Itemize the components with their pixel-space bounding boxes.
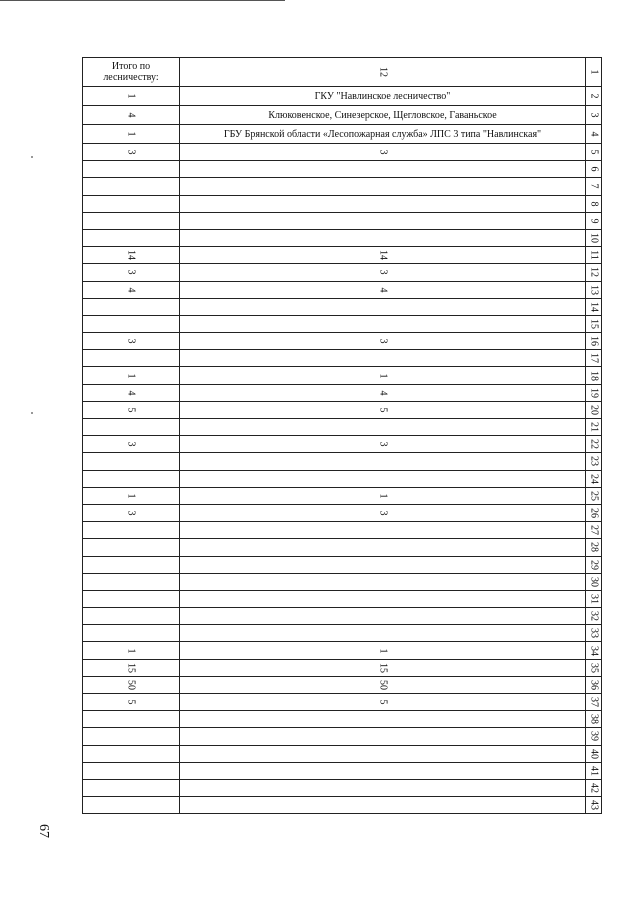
- row-total: 14: [125, 250, 137, 261]
- row-total: 1: [125, 373, 137, 379]
- row-index: 12: [588, 267, 599, 278]
- table-row: [83, 281, 602, 298]
- row-index: 8: [588, 201, 599, 207]
- row-index: 42: [588, 783, 599, 794]
- row-value: 3: [377, 510, 388, 516]
- table-row: [83, 298, 602, 315]
- row-index: 9: [588, 218, 599, 224]
- table-row: [83, 694, 602, 711]
- row-index: 10: [588, 233, 599, 244]
- row-index: 23: [588, 456, 599, 467]
- table-row: [83, 229, 602, 246]
- row-index: 28: [588, 542, 599, 553]
- row-index: 5: [588, 149, 599, 155]
- row-index: 27: [588, 525, 599, 536]
- row-value: 14: [377, 250, 388, 261]
- column-number-cell: [180, 58, 586, 87]
- table-row: [83, 487, 602, 504]
- table-row: [83, 436, 602, 453]
- row-index: 31: [588, 593, 599, 604]
- row-total: 15: [125, 662, 137, 673]
- table-row: [83, 470, 602, 487]
- table-row: [83, 333, 602, 350]
- row-index: 32: [588, 611, 599, 622]
- table-row: [83, 711, 602, 728]
- table-row: [83, 797, 602, 814]
- row-index: 2: [588, 93, 599, 99]
- row-index: 13: [588, 284, 599, 295]
- top-rule: [0, 0, 285, 1]
- row-total: 3: [125, 441, 137, 447]
- row-index: 33: [588, 628, 599, 639]
- row-index: 25: [588, 490, 599, 501]
- row-value: 4: [377, 390, 388, 396]
- row-index: 3: [588, 112, 599, 118]
- row-number-cell: [586, 58, 602, 87]
- row-total: 1: [125, 131, 137, 137]
- row-total: 50: [125, 679, 137, 690]
- page-number: 67: [36, 824, 51, 838]
- table-row: [83, 728, 602, 745]
- data-table: [82, 57, 602, 814]
- total-label: Итого по лесничеству:: [83, 58, 180, 87]
- table-row: [83, 144, 602, 161]
- table-row: [83, 608, 602, 625]
- scan-mark: [31, 156, 33, 158]
- row-number: 1: [588, 69, 599, 75]
- table-row: [83, 178, 602, 195]
- row-value: 50: [377, 679, 388, 690]
- row-index: 40: [588, 748, 599, 759]
- row-index: 15: [588, 318, 599, 329]
- row-total: 5: [125, 699, 137, 705]
- row-index: 4: [588, 131, 599, 137]
- row-value: 5: [377, 699, 388, 705]
- row-index: 39: [588, 731, 599, 742]
- row-index: 22: [588, 439, 599, 450]
- table-row: [83, 161, 602, 178]
- row-index: 41: [588, 765, 599, 776]
- row-index: 7: [588, 183, 599, 189]
- table-row: [83, 590, 602, 607]
- row-index: 11: [588, 250, 599, 261]
- row-index: 18: [588, 370, 599, 381]
- table-row: [83, 573, 602, 590]
- row-index: 14: [588, 301, 599, 312]
- row-index: 20: [588, 404, 599, 415]
- row-value: 5: [377, 407, 388, 413]
- table-row: [83, 659, 602, 676]
- row-total: 3: [125, 149, 137, 155]
- table-row: [83, 247, 602, 264]
- row-value: 4: [377, 287, 388, 293]
- table-row: [83, 401, 602, 418]
- row-index: 34: [588, 645, 599, 656]
- row-index: 17: [588, 353, 599, 364]
- row-index: 21: [588, 422, 599, 433]
- table-row: [83, 779, 602, 796]
- row-total: 4: [125, 390, 137, 396]
- table-row: [83, 195, 602, 212]
- row-total: 3: [125, 269, 137, 275]
- table-row: [83, 315, 602, 332]
- column-number: 12: [377, 67, 388, 77]
- table-row: [83, 350, 602, 367]
- table-row: [83, 522, 602, 539]
- scan-mark: [31, 412, 33, 414]
- row-value: 1: [377, 648, 388, 654]
- row-value: 1: [377, 373, 388, 379]
- table-row: [83, 642, 602, 659]
- row-total: 1: [125, 93, 137, 99]
- table-row: [83, 212, 602, 229]
- row-index: 30: [588, 576, 599, 587]
- row-value: 3: [377, 269, 388, 275]
- row-index: 36: [588, 679, 599, 690]
- row-value: 3: [377, 441, 388, 447]
- row-index: 24: [588, 473, 599, 484]
- row-index: 16: [588, 336, 599, 347]
- row-index: 37: [588, 697, 599, 708]
- row-value: 1: [377, 493, 388, 499]
- row-total: 1: [125, 493, 137, 499]
- table-row: [83, 762, 602, 779]
- row-index: 6: [588, 166, 599, 172]
- table-row: [83, 419, 602, 436]
- row-value: 15: [377, 662, 388, 673]
- table-body: [83, 58, 602, 814]
- table-row: [83, 367, 602, 384]
- row-index: 35: [588, 662, 599, 673]
- table-row: [83, 384, 602, 401]
- row-index: 26: [588, 508, 599, 519]
- table-row: [83, 676, 602, 693]
- row-text: Клюковенское, Синезерское, Щегловское, Гаваньское: [180, 106, 586, 125]
- row-total: 4: [125, 112, 137, 118]
- table-row: [83, 264, 602, 281]
- table-row: [83, 539, 602, 556]
- row-index: 43: [588, 800, 599, 811]
- row-index: 19: [588, 387, 599, 398]
- table-row: [83, 745, 602, 762]
- row-text: ГБУ Брянской области «Лесопожарная служба» ЛПС 3 типа "Навлинская": [180, 125, 586, 144]
- table-row: [83, 625, 602, 642]
- row-value: 3: [377, 149, 388, 155]
- table-row: [83, 125, 602, 144]
- row-index: 29: [588, 559, 599, 570]
- table-row: [83, 504, 602, 521]
- row-text: ГКУ "Навлинское лесничество": [180, 87, 586, 106]
- table-row: [83, 453, 602, 470]
- table-row: [83, 556, 602, 573]
- row-total: 4: [125, 287, 137, 293]
- row-value: 3: [377, 338, 388, 344]
- row-total: 5: [125, 407, 137, 413]
- table-row: [83, 106, 602, 125]
- table-row: [83, 87, 602, 106]
- row-total: 1: [125, 648, 137, 654]
- header-row: [83, 58, 602, 87]
- row-total: 3: [125, 338, 137, 344]
- row-total: 3: [125, 510, 137, 516]
- row-index: 38: [588, 714, 599, 725]
